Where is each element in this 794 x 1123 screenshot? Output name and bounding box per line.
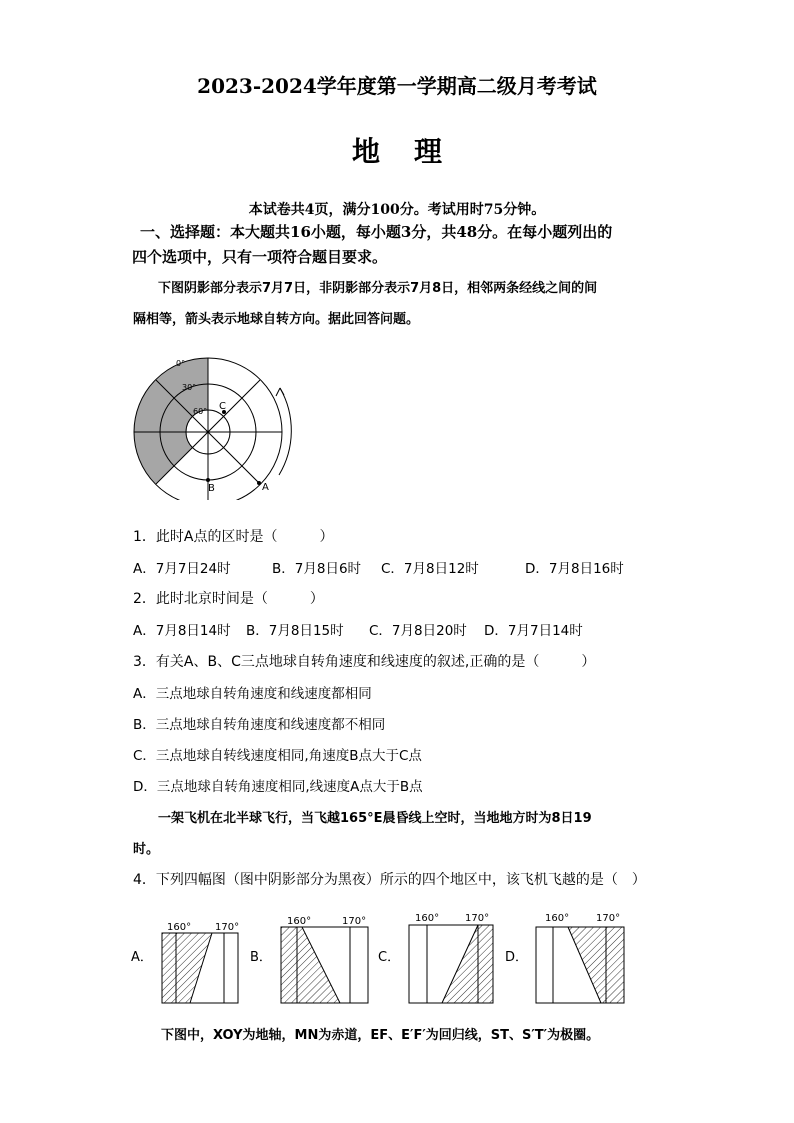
q4-figure bbox=[128, 905, 638, 1005]
q1-option-b: B．7月8日6时 bbox=[272, 561, 362, 577]
q3-option-d: D．三点地球自转角速度相同,线速度A点大于B点 bbox=[133, 779, 423, 795]
panel-d-lon2: 170° bbox=[596, 913, 621, 924]
passage2-line2: 时。 bbox=[133, 842, 160, 857]
q3-stem: 3．有关A、B、C三点地球自转角速度和线速度的叙述,正确的是（ ） bbox=[133, 654, 596, 670]
q4-stem: 4．下列四幅图（图中阴影部分为黑夜）所示的四个地区中，该飞机飞越的是（ ） bbox=[133, 872, 646, 888]
panel-d-lon1: 160° bbox=[545, 913, 570, 924]
q3-option-a: A．三点地球自转角速度和线速度都相同 bbox=[133, 686, 372, 702]
lat-label-60: 60° bbox=[193, 407, 208, 416]
point-b-dot bbox=[206, 478, 210, 482]
panel-a-lon2: 170° bbox=[215, 922, 240, 933]
passage2-line1: 一架飞机在北半球飞行，当飞越165°E晨昏线上空时，当地地方时为8日19 bbox=[158, 811, 592, 826]
polar-diagram bbox=[128, 350, 298, 500]
panel-b-lon1: 160° bbox=[287, 916, 312, 927]
panel-a-label: A． bbox=[131, 950, 153, 965]
point-b-label: B bbox=[208, 483, 215, 494]
panel-c bbox=[378, 913, 493, 1003]
q1-stem: 1．此时A点的区时是（ ） bbox=[133, 529, 334, 545]
point-c-label: C bbox=[219, 401, 226, 412]
panel-d bbox=[505, 913, 624, 1003]
panel-d-label: D． bbox=[505, 950, 529, 965]
passage1-line2: 隔相等，箭头表示地球自转方向。据此回答问题。 bbox=[133, 312, 420, 327]
subject-title: 地理 bbox=[351, 135, 476, 168]
q3-option-c: C．三点地球自转线速度相同,角速度B点大于C点 bbox=[133, 748, 422, 764]
passage1-line1: 下图阴影部分表示7月7日，非阴影部分表示7月8日，相邻两条经线之间的间 bbox=[158, 281, 598, 296]
q2-stem: 2．此时北京时间是（ ） bbox=[133, 591, 324, 607]
panel-b bbox=[250, 916, 368, 1003]
lat-label-0: 0° bbox=[176, 359, 186, 368]
q2-option-c: C．7月8日20时 bbox=[369, 623, 467, 639]
lat-label-30: 30° bbox=[182, 383, 197, 392]
q2-option-a: A．7月8日14时 bbox=[133, 623, 231, 639]
arrow-head-icon bbox=[276, 388, 284, 396]
q1-option-c: C．7月8日12时 bbox=[381, 561, 479, 577]
q3-option-b: B．三点地球自转角速度和线速度都不相同 bbox=[133, 717, 386, 733]
panel-b-lon2: 170° bbox=[342, 916, 367, 927]
point-a-dot bbox=[257, 481, 261, 485]
panel-b-label: B． bbox=[250, 950, 272, 965]
panel-c-lon1: 160° bbox=[415, 913, 440, 924]
exam-title: 2023-2024学年度第一学期高二级月考考试 bbox=[197, 74, 597, 98]
q2-option-d: D．7月7日14时 bbox=[484, 623, 583, 639]
section-heading-line2: 四个选项中，只有一项符合题目要求。 bbox=[132, 248, 388, 266]
q1-option-a: A．7月7日24时 bbox=[133, 561, 231, 577]
panel-a bbox=[131, 922, 239, 1003]
q1-option-d: D．7月8日16时 bbox=[525, 561, 624, 577]
panel-a-lon1: 160° bbox=[167, 922, 192, 933]
panel-c-lon2: 170° bbox=[465, 913, 490, 924]
point-a-label: A bbox=[262, 482, 269, 493]
passage3-line1: 下图中，XOY为地轴，MN为赤道，EF、E′F′为回归线，ST、S′T′为极圈。 bbox=[161, 1028, 600, 1043]
exam-info: 本试卷共4页，满分100分。考试用时75分钟。 bbox=[248, 202, 546, 218]
panel-c-label: C． bbox=[378, 950, 401, 965]
q2-option-b: B．7月8日15时 bbox=[246, 623, 344, 639]
section-heading-line1: 一、选择题：本大题共16小题，每小题3分，共48分。在每小题列出的 bbox=[140, 223, 613, 241]
